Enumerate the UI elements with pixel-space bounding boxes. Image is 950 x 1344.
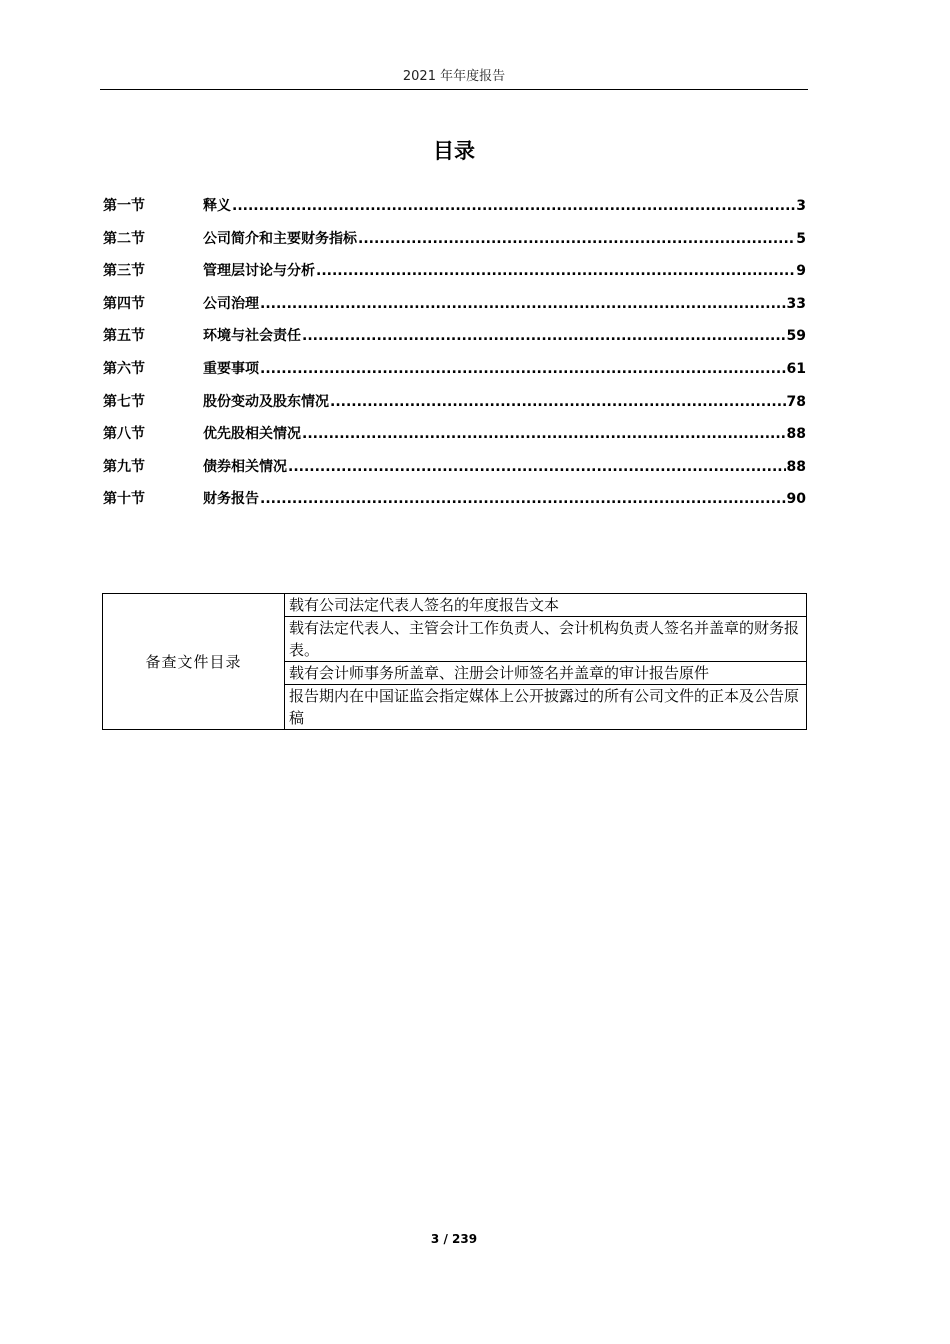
toc-page-number: 33 (786, 295, 806, 312)
toc-section-title: 环境与社会责任 (203, 328, 301, 345)
reference-documents-table (102, 593, 807, 730)
toc-entry[interactable] (103, 323, 806, 356)
toc-leader-dots (302, 421, 786, 447)
toc-page-number: 88 (786, 458, 806, 475)
toc-section-title: 释义 (203, 198, 231, 214)
page-title: 目录 (433, 139, 475, 163)
toc-section-number: 第九节 (103, 458, 145, 475)
toc-section-number: 第五节 (103, 328, 145, 345)
toc-entry[interactable] (103, 356, 806, 389)
page-number-footer: 3 / 239 (430, 1232, 478, 1246)
toc-section-title: 管理层讨论与分析 (203, 263, 315, 280)
toc-page-number: 9 (796, 263, 806, 280)
toc-page-number: 3 (796, 198, 806, 214)
page-header: 2021 年年度报告 (402, 69, 506, 84)
reference-item: 载有公司法定代表人签名的年度报告文本 (285, 594, 807, 617)
toc-section-title: 重要事项 (203, 360, 259, 377)
toc-leader-dots (260, 291, 786, 317)
toc-entry[interactable] (103, 454, 806, 487)
reference-label-cell: 备查文件目录 (103, 594, 285, 730)
toc-section-number: 第七节 (103, 393, 145, 410)
reference-item: 载有法定代表人、主管会计工作负责人、会计机构负责人签名并盖章的财务报表。 (285, 617, 807, 662)
toc-entry[interactable] (103, 226, 806, 259)
table-row (103, 594, 807, 617)
toc-leader-dots (358, 226, 795, 252)
toc-section-title: 公司简介和主要财务指标 (203, 230, 357, 247)
toc-section-number: 第一节 (103, 198, 145, 214)
toc-section-title: 债券相关情况 (203, 458, 287, 475)
toc-entry[interactable] (103, 291, 806, 324)
toc-page-number: 78 (786, 393, 806, 410)
toc-section-title: 优先股相关情况 (203, 426, 301, 443)
toc-leader-dots (232, 193, 795, 219)
toc-page-number: 5 (796, 230, 806, 247)
toc-section-number: 第四节 (103, 295, 145, 312)
table-of-contents (103, 193, 806, 519)
header-rule (100, 89, 808, 90)
toc-entry[interactable] (103, 258, 806, 291)
toc-entry[interactable] (103, 389, 806, 422)
toc-section-number: 第十节 (103, 491, 145, 508)
reference-item: 载有会计师事务所盖章、注册会计师签名并盖章的审计报告原件 (285, 662, 807, 685)
toc-section-title: 股份变动及股东情况 (203, 393, 329, 410)
toc-leader-dots (288, 454, 786, 480)
toc-entry[interactable] (103, 193, 806, 226)
toc-page-number: 90 (786, 491, 806, 508)
reference-item: 报告期内在中国证监会指定媒体上公开披露过的所有公司文件的正本及公告原稿 (285, 685, 807, 730)
toc-leader-dots (316, 258, 795, 284)
toc-section-title: 财务报告 (203, 491, 259, 508)
toc-page-number: 59 (786, 328, 806, 345)
toc-entry[interactable] (103, 421, 806, 454)
toc-section-title: 公司治理 (203, 295, 259, 312)
toc-leader-dots (260, 486, 786, 512)
toc-section-number: 第六节 (103, 360, 145, 377)
toc-section-number: 第三节 (103, 263, 145, 280)
toc-section-number: 第二节 (103, 230, 145, 247)
toc-page-number: 88 (786, 426, 806, 443)
toc-leader-dots (302, 323, 786, 349)
toc-entry[interactable] (103, 486, 806, 519)
toc-page-number: 61 (786, 360, 806, 377)
toc-leader-dots (330, 389, 786, 415)
toc-section-number: 第八节 (103, 426, 145, 443)
toc-leader-dots (260, 356, 786, 382)
